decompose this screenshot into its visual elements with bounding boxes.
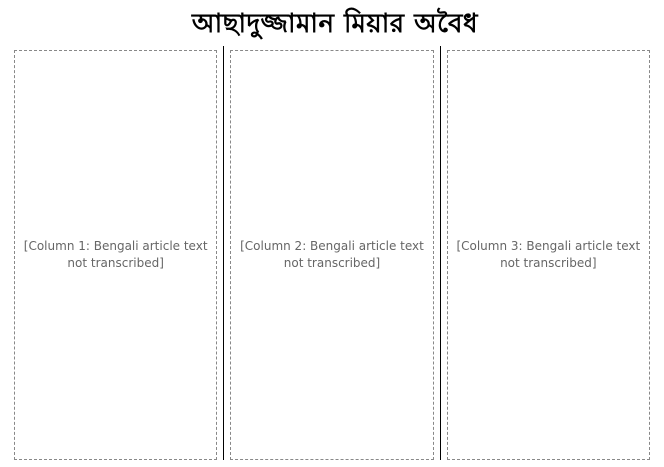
headline: আছাদুজ্জামান মিয়ার অবৈধ	[191, 9, 479, 39]
column-1-placeholder: [Column 1: Bengali article text not transcribed]	[14, 50, 217, 460]
article-columns	[8, 46, 656, 460]
column-2-placeholder: [Column 2: Bengali article text not transcribed]	[230, 50, 433, 460]
article-column-2	[223, 46, 439, 460]
article-column-3	[440, 46, 656, 460]
column-3-placeholder: [Column 3: Bengali article text not transcribed]	[447, 50, 650, 460]
article-column-1	[8, 46, 223, 460]
